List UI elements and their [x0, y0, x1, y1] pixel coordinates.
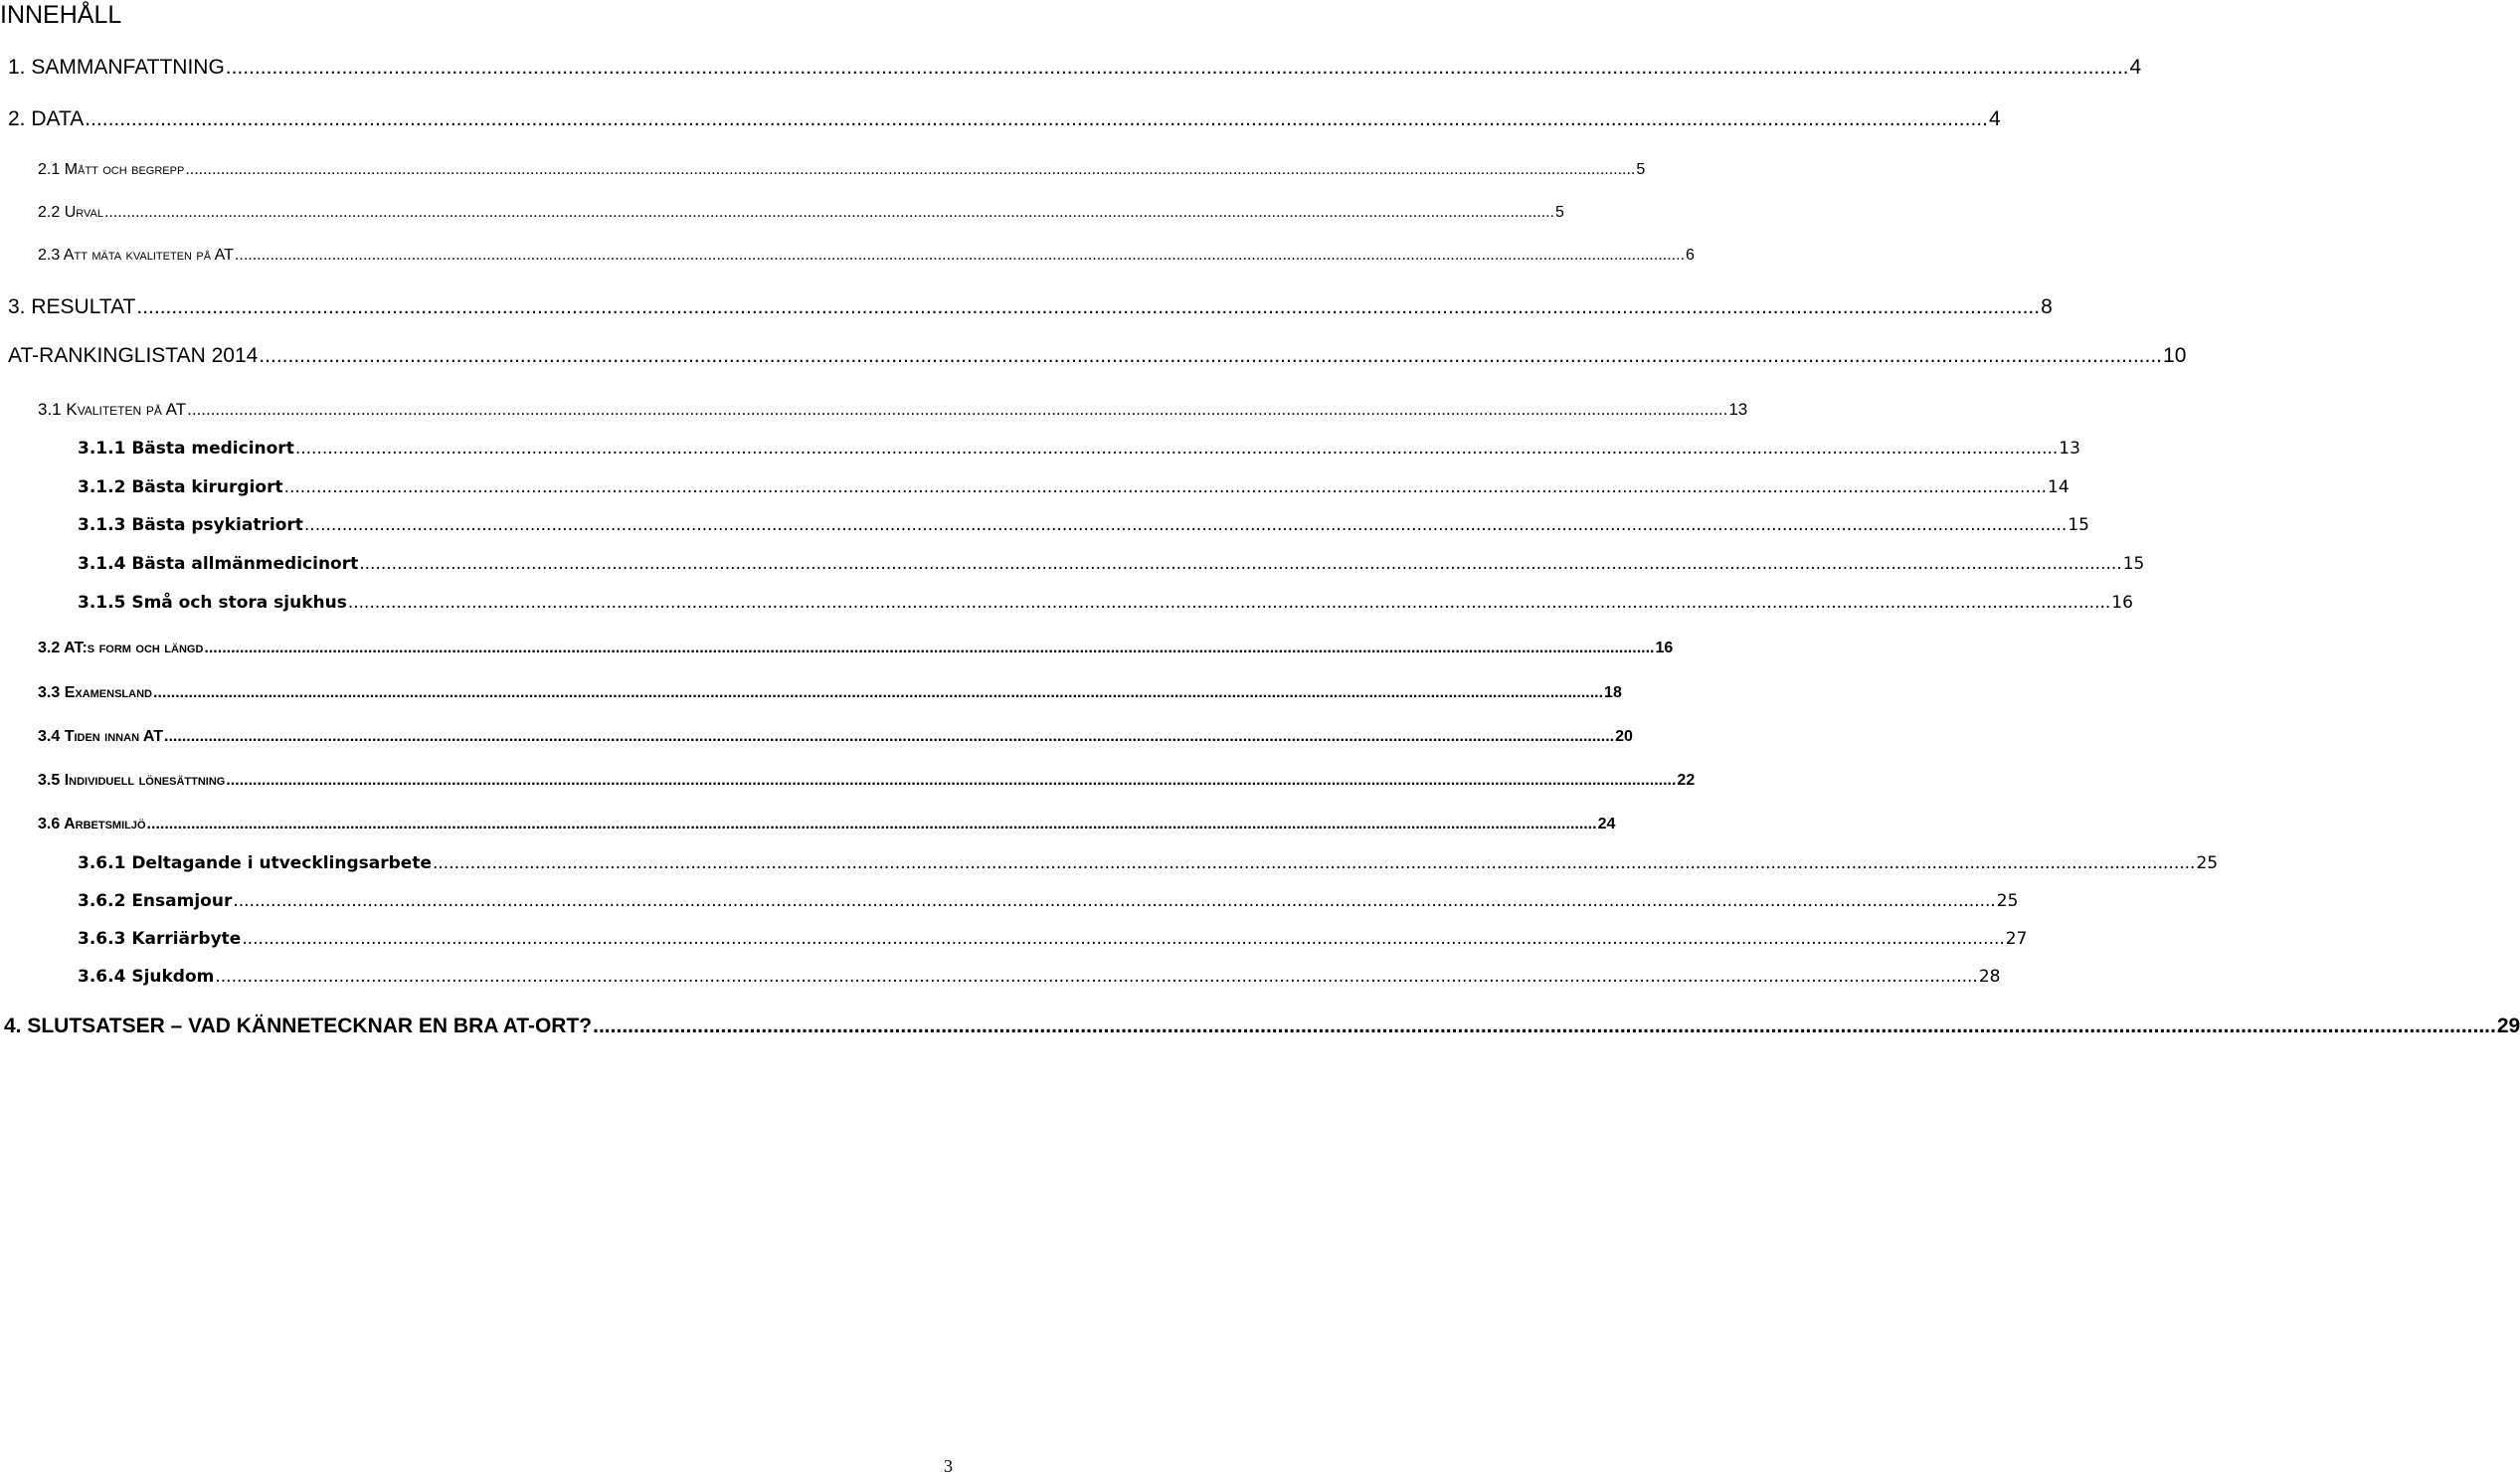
- toc-entry-label: 2. DATA: [8, 107, 85, 130]
- toc-leader-dots: [348, 593, 2110, 613]
- toc-leader-dots: [359, 554, 2121, 574]
- toc-leader-dots: [284, 477, 2047, 497]
- toc-entry-examensland[interactable]: [38, 684, 1622, 702]
- toc-leader-dots: [85, 107, 1988, 131]
- toc-leader-dots: [104, 204, 1554, 222]
- toc-entry-at-rankinglistan[interactable]: [8, 344, 2187, 368]
- toc-leader-dots: [259, 344, 2162, 368]
- toc-entry-karriarbyte[interactable]: [78, 929, 2028, 949]
- toc-entry-label: 3.1 Kvaliteten på AT: [38, 400, 187, 419]
- toc-entry-label: 3.6.4 Sjukdom: [78, 967, 215, 987]
- toc-entry-label: 1. SAMMANFATTNING: [8, 56, 225, 79]
- toc-leader-dots: [164, 728, 1614, 746]
- toc-entry-label: AT-RANKINGLISTAN 2014: [8, 344, 259, 367]
- toc-leader-dots: [153, 684, 1603, 702]
- toc-entry-kvaliteten-pa-at[interactable]: [38, 400, 1748, 420]
- toc-entry-page: 15: [2068, 515, 2089, 535]
- toc-entry-page: 25: [2196, 853, 2219, 873]
- toc-leader-dots: [185, 161, 1635, 179]
- toc-leader-dots: [147, 816, 1597, 833]
- toc-leader-dots: [433, 853, 2195, 873]
- toc-entry-page: 4: [2129, 56, 2142, 79]
- toc-entry-sjukdom[interactable]: [78, 967, 2001, 987]
- toc-entry-basta-allmanmedicinort[interactable]: [78, 554, 2145, 574]
- toc-entry-label: 3.2 AT:s form och längd: [38, 640, 204, 656]
- toc-leader-dots: [235, 247, 1685, 265]
- toc-entry-page: 16: [2111, 593, 2133, 613]
- toc-entry-basta-medicinort[interactable]: [78, 439, 2080, 459]
- toc-leader-dots: [187, 400, 1727, 420]
- toc-entry-individuell-lonesattning[interactable]: [38, 772, 1696, 790]
- toc-entry-label: 3.1.1 Bästa medicinort: [78, 439, 294, 459]
- toc-entry-page: 29: [2496, 1015, 2520, 1037]
- toc-entry-tiden-innan-at[interactable]: [38, 728, 1633, 746]
- toc-entry-urval[interactable]: [38, 204, 1564, 222]
- toc-entry-label: 3.3 Examensland: [38, 684, 152, 701]
- toc-entry-page: 25: [1996, 891, 2019, 911]
- toc-leader-dots: [295, 439, 2058, 459]
- toc-leader-dots: [242, 929, 2004, 949]
- toc-entry-slutsatser[interactable]: [4, 1015, 2520, 1038]
- toc-entry-page: 22: [1677, 772, 1696, 789]
- toc-entry-label: 2.2 Urval: [38, 204, 103, 221]
- toc-entry-page: 10: [2163, 344, 2187, 367]
- toc-entry-page: 13: [2059, 439, 2080, 459]
- toc-entry-label: 4. SLUTSATSER – VAD KÄNNETECKNAR EN BRA AT-ORT?: [4, 1015, 593, 1037]
- toc-entry-sammanfattning[interactable]: [8, 56, 2142, 80]
- toc-entry-resultat[interactable]: [8, 295, 2053, 319]
- toc-entry-page: 28: [1978, 967, 2001, 987]
- toc-entry-page: 27: [2005, 929, 2028, 949]
- toc-entry-page: 16: [1655, 640, 1674, 656]
- toc-entry-page: 15: [2122, 554, 2145, 574]
- toc-entry-data[interactable]: [8, 107, 2001, 131]
- page-number: 3: [944, 1456, 953, 1476]
- toc-leader-dots: [215, 967, 1977, 987]
- toc-entry-basta-psykiatriort[interactable]: [78, 515, 2089, 535]
- toc-leader-dots: [226, 772, 1676, 790]
- toc-entry-deltagande-i-utvecklingsarbete[interactable]: [78, 853, 2219, 873]
- toc-entry-page: 5: [1636, 161, 1646, 178]
- toc-entry-page: 18: [1604, 684, 1622, 701]
- toc-leader-dots: [136, 295, 2040, 319]
- toc-entry-page: 20: [1615, 728, 1633, 745]
- toc-entry-att-mata-kvaliteten[interactable]: [38, 247, 1695, 265]
- toc-entry-page: 24: [1597, 816, 1616, 832]
- toc-entry-basta-kirurgiort[interactable]: [78, 477, 2070, 497]
- toc-entry-label: 2.1 Mått och begrepp: [38, 161, 185, 178]
- toc-entry-label: 3.6.2 Ensamjour: [78, 891, 233, 911]
- toc-leader-dots: [204, 640, 1654, 657]
- toc-entry-label: 3.6.3 Karriärbyte: [78, 929, 242, 949]
- toc-entry-label: 3.5 Individuell lönesättning: [38, 772, 226, 789]
- toc-leader-dots: [304, 515, 2067, 535]
- toc-entry-label: 3.4 Tiden innan AT: [38, 728, 164, 745]
- toc-entry-page: 14: [2048, 477, 2070, 497]
- toc-entry-label: 3.6 Arbetsmiljö: [38, 816, 146, 832]
- toc-entry-label: 3.1.2 Bästa kirurgiort: [78, 477, 283, 497]
- toc-entry-page: 5: [1555, 204, 1564, 221]
- toc-entry-label: 3. RESULTAT: [8, 295, 136, 318]
- toc-entry-page: 6: [1685, 247, 1695, 264]
- toc-entry-matt-och-begrepp[interactable]: [38, 161, 1646, 179]
- toc-entry-label: 2.3 Att mäta kvaliteten på AT: [38, 247, 234, 264]
- toc-entry-sma-och-stora-sjukhus[interactable]: [78, 593, 2133, 613]
- toc-entry-ats-form-och-langd[interactable]: [38, 640, 1674, 657]
- toc-entry-arbetsmiljo[interactable]: [38, 816, 1616, 833]
- toc-entry-page: 13: [1728, 400, 1748, 419]
- toc-entry-label: 3.1.5 Små och stora sjukhus: [78, 593, 347, 613]
- toc-entry-page: 4: [1988, 107, 2001, 130]
- toc-heading: INNEHÅLL: [0, 1, 122, 29]
- toc-leader-dots: [233, 891, 1995, 911]
- toc-entry-label: 3.1.3 Bästa psykiatriort: [78, 515, 303, 535]
- toc-entry-page: 8: [2041, 295, 2053, 318]
- toc-leader-dots: [226, 56, 2129, 80]
- toc-entry-label: 3.1.4 Bästa allmänmedicinort: [78, 554, 359, 574]
- toc-leader-dots: [593, 1015, 2496, 1038]
- toc-entry-ensamjour[interactable]: [78, 891, 2019, 911]
- toc-entry-label: 3.6.1 Deltagande i utvecklingsarbete: [78, 853, 432, 873]
